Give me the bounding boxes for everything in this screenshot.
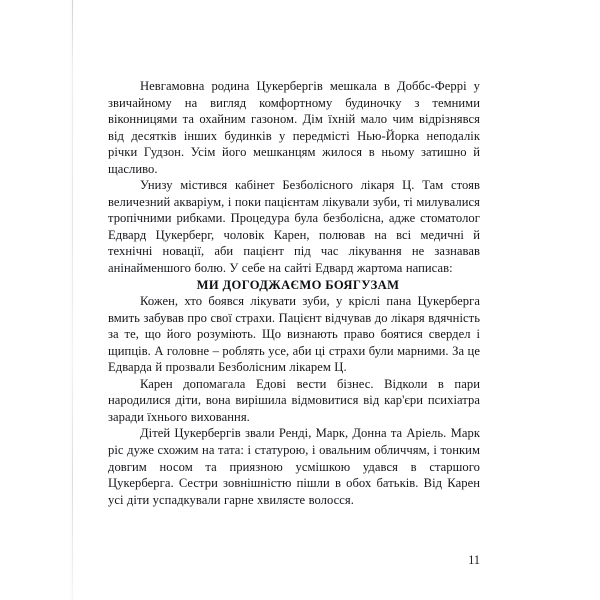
body-paragraph: Унизу містився кабінет Безболісного лікаря Ц. Там стояв величезний акваріум, і поки пацієнтам лікували зуби, ті милувалися тропічними рибками. Процедура була безболісна, адже стоматолог Едвард Цукерберг, чоловік Карен, полював на всі медичні й технічні новації, аби пацієнт під час лікування не зазнавав анінайменшого болю. У себе на сайті Едвард жартома написав: <box>108 178 480 276</box>
page-gutter-line <box>72 0 73 600</box>
body-paragraph: Дітей Цукербергів звали Ренді, Марк, Донна та Аріель. Марк ріс дуже схожим на тата: і статурою, і овальним обличчям, і тонким довгим носом та приязною усмішкою удався в старшого Цукерберга. Сестри зовнішністю пішли в обох батьків. Від Карен усі діти успадкували гарне хвилясте волосся. <box>108 426 480 507</box>
page-number: 11 <box>468 553 480 567</box>
body-paragraph: Карен допомагала Едові вести бізнес. Відколи в пари народилися діти, вона вирішила відмовитися від кар'єри психіатра заради їхнього виховання. <box>108 376 480 424</box>
body-paragraph: Кожен, хто боявся лікувати зуби, у кріслі пана Цукерберга вмить забував про свої страхи. Пацієнт відчував до лікаря вдячність за те, що його розуміють. Що визнають право боятися свердел і щипців. А головне – роблять усе, аби ці страхи були марними. За це Едварда й прозвали Безболісним лікарем Ц. <box>108 294 480 375</box>
section-heading: МИ ДОГОДЖАЄМО БОЯГУЗАМ <box>196 277 400 292</box>
text-column <box>108 78 480 508</box>
body-paragraph: Невгамовна родина Цукербергів мешкала в Доббс-Феррі у звичайному на вигляд комфортному будиночку з темними віконницями та охайним газоном. Дім їхній мало чим відрізнявся від десятків інших будинків у передмісті Нью-Йорка неподалік річки Гудзон. Усім його мешканцям жилося в ньому затишно й щасливо. <box>108 79 480 176</box>
